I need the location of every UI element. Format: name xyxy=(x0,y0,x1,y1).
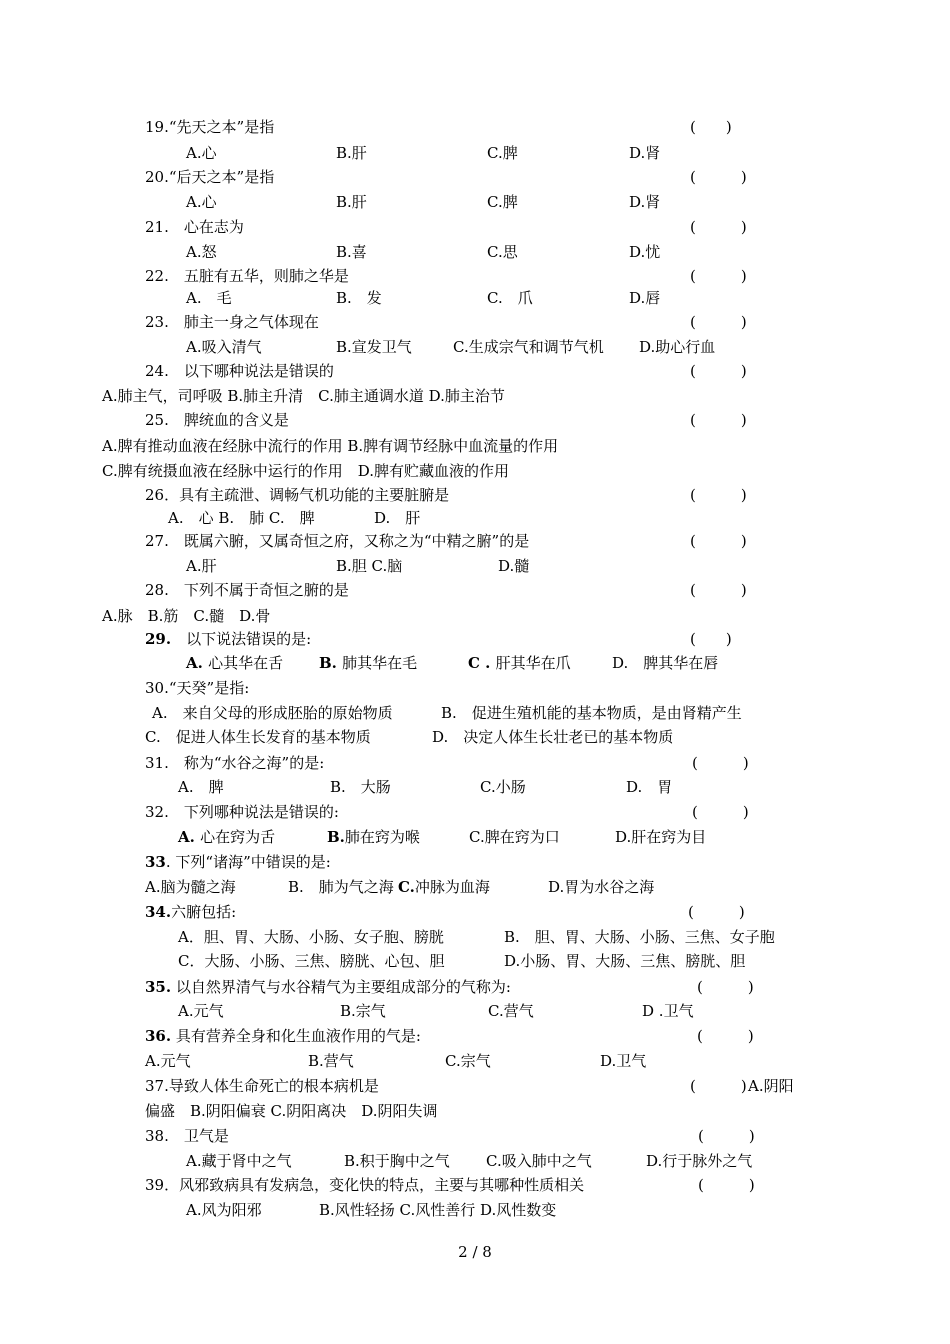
q38-option-a: A.藏于肾中之气 xyxy=(186,1152,292,1170)
q29-option-c: C . 肝其华在爪 xyxy=(468,654,571,672)
q38-stem: 38. 卫气是 xyxy=(145,1127,229,1145)
q33-option-d: D.胃为水谷之海 xyxy=(548,878,655,896)
q39-stem: 39．风邪致病具有发病急，变化快的特点，主要与其哪种性质相关 xyxy=(145,1176,585,1194)
q20-option-b: B.肝 xyxy=(336,193,367,211)
q27-option-a: A.肝 xyxy=(186,557,217,575)
q19-option-d: D.肾 xyxy=(629,144,661,162)
q38-option-d: D.行于脉外之气 xyxy=(646,1152,753,1170)
q29-option-b: B. 肺其华在毛 xyxy=(319,654,418,672)
q36-answer-blank: ( ) xyxy=(697,1027,754,1045)
q30-option-a: A. 来自父母的形成胚胎的原始物质 xyxy=(152,704,393,722)
q29-answer-blank: ( ) xyxy=(690,630,732,648)
q34-option-b: B. 胆、胃、大肠、小肠、三焦、女子胞 xyxy=(504,928,775,946)
q34-option-d: D.小肠、胃、大肠、三焦、膀胱、胆 xyxy=(504,952,746,970)
q28-options: A.脉 B.筋 C.髓 D.骨 xyxy=(102,607,271,625)
q24-answer-blank: ( ) xyxy=(690,362,747,380)
q21-option-c: C.思 xyxy=(487,243,518,261)
q32-option-c: C.脾在窍为口 xyxy=(469,828,560,846)
q22-option-d: D.唇 xyxy=(629,289,661,307)
q22-stem: 22. 五脏有五华，则肺之华是 xyxy=(145,267,349,285)
q23-option-d: D.助心行血 xyxy=(639,338,716,356)
q30-stem: 30.“天癸”是指: xyxy=(145,679,250,697)
q22-option-a: A. 毛 xyxy=(186,289,232,307)
q38-option-c: C.吸入肺中之气 xyxy=(486,1152,592,1170)
q38-option-b: B.积于胸中之气 xyxy=(344,1152,450,1170)
q27-stem: 27. 既属六腑，又属奇恒之府，又称之为“中精之腑”的是 xyxy=(145,532,530,550)
q31-option-c: C.小肠 xyxy=(480,778,526,796)
q34-stem-text: 六腑包括: xyxy=(171,903,237,921)
q25-options-line-2: C.脾有统摄血液在经脉中运行的作用 D.脾有贮藏血液的作用 xyxy=(102,462,509,480)
q33-stem-text: . 下列“诸海”中错误的是: xyxy=(165,853,331,871)
q20-option-c: C.脾 xyxy=(487,193,518,211)
q21-option-b: B.喜 xyxy=(336,243,367,261)
q37-option-a-start: A.阴阳 xyxy=(748,1077,794,1095)
q35-option-d: D .卫气 xyxy=(642,1002,694,1020)
q20-option-d: D.肾 xyxy=(629,193,661,211)
q20-stem: 20.“后天之本”是指 xyxy=(145,168,275,186)
q37-options: 偏盛 B.阴阳偏衰 C.阴阳离决 D.阴阳失调 xyxy=(145,1102,438,1120)
q39-options: B.风性轻扬 C.风性善行 D.风性数变 xyxy=(319,1201,557,1219)
q25-options-line-1: A.脾有推动血液在经脉中流行的作用 B.脾有调节经脉中血流量的作用 xyxy=(102,437,559,455)
q24-stem: 24. 以下哪种说法是错误的 xyxy=(145,362,334,380)
q21-answer-blank: ( ) xyxy=(690,218,747,236)
q32-stem: 32. 下列哪种说法是错误的: xyxy=(145,803,339,821)
q32-option-b: B.肺在窍为喉 xyxy=(327,828,420,846)
q34-option-a: A．胆、胃、大肠、小肠、女子胞、膀胱 xyxy=(178,928,444,946)
page-number: 2 / 8 xyxy=(458,1243,492,1261)
q39-option-a: A.风为阳邪 xyxy=(186,1201,262,1219)
q37-stem: 37.导致人体生命死亡的根本病机是 xyxy=(145,1077,379,1095)
q29-option-a: A. 心其华在舌 xyxy=(186,654,284,672)
q35-option-a: A.元气 xyxy=(178,1002,224,1020)
q20-answer-blank: ( ) xyxy=(690,168,747,186)
q23-stem: 23. 肺主一身之气体现在 xyxy=(145,313,319,331)
q25-answer-blank: ( ) xyxy=(690,411,747,429)
q29-number: 29. xyxy=(145,630,172,648)
q29-stem xyxy=(145,629,311,649)
q23-option-c: C.生成宗气和调节气机 xyxy=(453,338,604,356)
q23-answer-blank: ( ) xyxy=(690,313,747,331)
q35-option-c: C.营气 xyxy=(488,1002,534,1020)
q30-option-c: C. 促进人体生长发育的基本物质 xyxy=(145,728,371,746)
q33-number: 33 xyxy=(145,853,166,871)
q26-options-abc: A. 心 B. 肺 C. 脾 xyxy=(168,509,315,527)
q36-option-b: B.营气 xyxy=(308,1052,354,1070)
q35-option-b: B.宗气 xyxy=(340,1002,386,1020)
q22-option-c: C. 爪 xyxy=(487,289,533,307)
q26-option-d: D. 肝 xyxy=(374,509,421,527)
q36-stem-text: 具有营养全身和化生血液作用的气是: xyxy=(171,1027,421,1045)
q25-stem: 25. 脾统血的含义是 xyxy=(145,411,289,429)
q19-answer-blank: ( ) xyxy=(690,118,732,136)
q33-option-a: A.脑为髓之海 xyxy=(145,878,236,896)
q31-option-b: B. 大肠 xyxy=(330,778,391,796)
q33-option-c: C.冲脉为血海 xyxy=(398,878,490,896)
q19-stem: 19.“先天之本”是指 xyxy=(145,118,275,136)
q35-number: 35. xyxy=(145,978,172,996)
q36-option-a: A.元气 xyxy=(145,1052,191,1070)
q33-option-b: B. 肺为气之海 xyxy=(288,878,399,896)
q23-option-a: A.吸入清气 xyxy=(186,338,262,356)
q29-stem-text: 以下说法错误的是: xyxy=(171,630,312,648)
q28-answer-blank: ( ) xyxy=(690,581,747,599)
q30-option-d: D. 决定人体生长壮老已的基本物质 xyxy=(432,728,674,746)
q38-answer-blank: ( ) xyxy=(698,1127,755,1145)
q27-answer-blank: ( ) xyxy=(690,532,747,550)
q36-stem xyxy=(145,1026,421,1046)
q32-option-d: D.肝在窍为目 xyxy=(615,828,707,846)
q22-answer-blank: ( ) xyxy=(690,267,747,285)
q29-option-d: D. 脾其华在唇 xyxy=(612,654,719,672)
q31-option-d: D. 胃 xyxy=(626,778,673,796)
q27-options-bc: B.胆 C.脑 xyxy=(336,557,403,575)
q33-stem xyxy=(145,852,331,872)
q30-option-b: B. 促进生殖机能的基本物质，是由肾精产生 xyxy=(441,704,742,722)
q22-option-b: B. 发 xyxy=(336,289,382,307)
q19-option-b: B.肝 xyxy=(336,144,367,162)
q19-option-c: C.脾 xyxy=(487,144,518,162)
q35-stem-text: 以自然界清气与水谷精气为主要组成部分的气称为: xyxy=(171,978,511,996)
q35-stem xyxy=(145,977,511,997)
q23-option-b: B.宣发卫气 xyxy=(336,338,412,356)
q24-options: A.肺主气，司呼吸 B.肺主升清 C.肺主通调水道 D.肺主治节 xyxy=(102,387,505,405)
q35-answer-blank: ( ) xyxy=(697,978,754,996)
q34-option-c: C．大肠、小肠、三焦、膀胱、心包、胆 xyxy=(178,952,445,970)
q37-answer-blank: ( ) xyxy=(690,1077,747,1095)
q21-option-a: A.怒 xyxy=(186,243,217,261)
q32-option-a: A. 心在窍为舌 xyxy=(178,828,276,846)
q36-number: 36. xyxy=(145,1027,172,1045)
q19-option-a: A.心 xyxy=(186,144,217,162)
q31-answer-blank: ( ) xyxy=(692,754,749,772)
q32-answer-blank: ( ) xyxy=(692,803,749,821)
q36-option-c: C.宗气 xyxy=(445,1052,491,1070)
q21-stem: 21. 心在志为 xyxy=(145,218,244,236)
q34-answer-blank: ( ) xyxy=(688,903,745,921)
q31-stem: 31. 称为“水谷之海”的是: xyxy=(145,754,325,772)
q28-stem: 28. 下列不属于奇恒之腑的是 xyxy=(145,581,349,599)
q26-stem: 26．具有主疏泄、调畅气机功能的主要脏腑是 xyxy=(145,486,450,504)
q39-answer-blank: ( ) xyxy=(698,1176,755,1194)
q31-option-a: A. 脾 xyxy=(178,778,224,796)
q36-option-d: D.卫气 xyxy=(600,1052,647,1070)
q21-option-d: D.忧 xyxy=(629,243,661,261)
q27-option-d: D.髓 xyxy=(498,557,530,575)
q34-stem xyxy=(145,902,236,922)
q34-number: 34. xyxy=(145,903,172,921)
q20-option-a: A.心 xyxy=(186,193,217,211)
q26-answer-blank: ( ) xyxy=(690,486,747,504)
